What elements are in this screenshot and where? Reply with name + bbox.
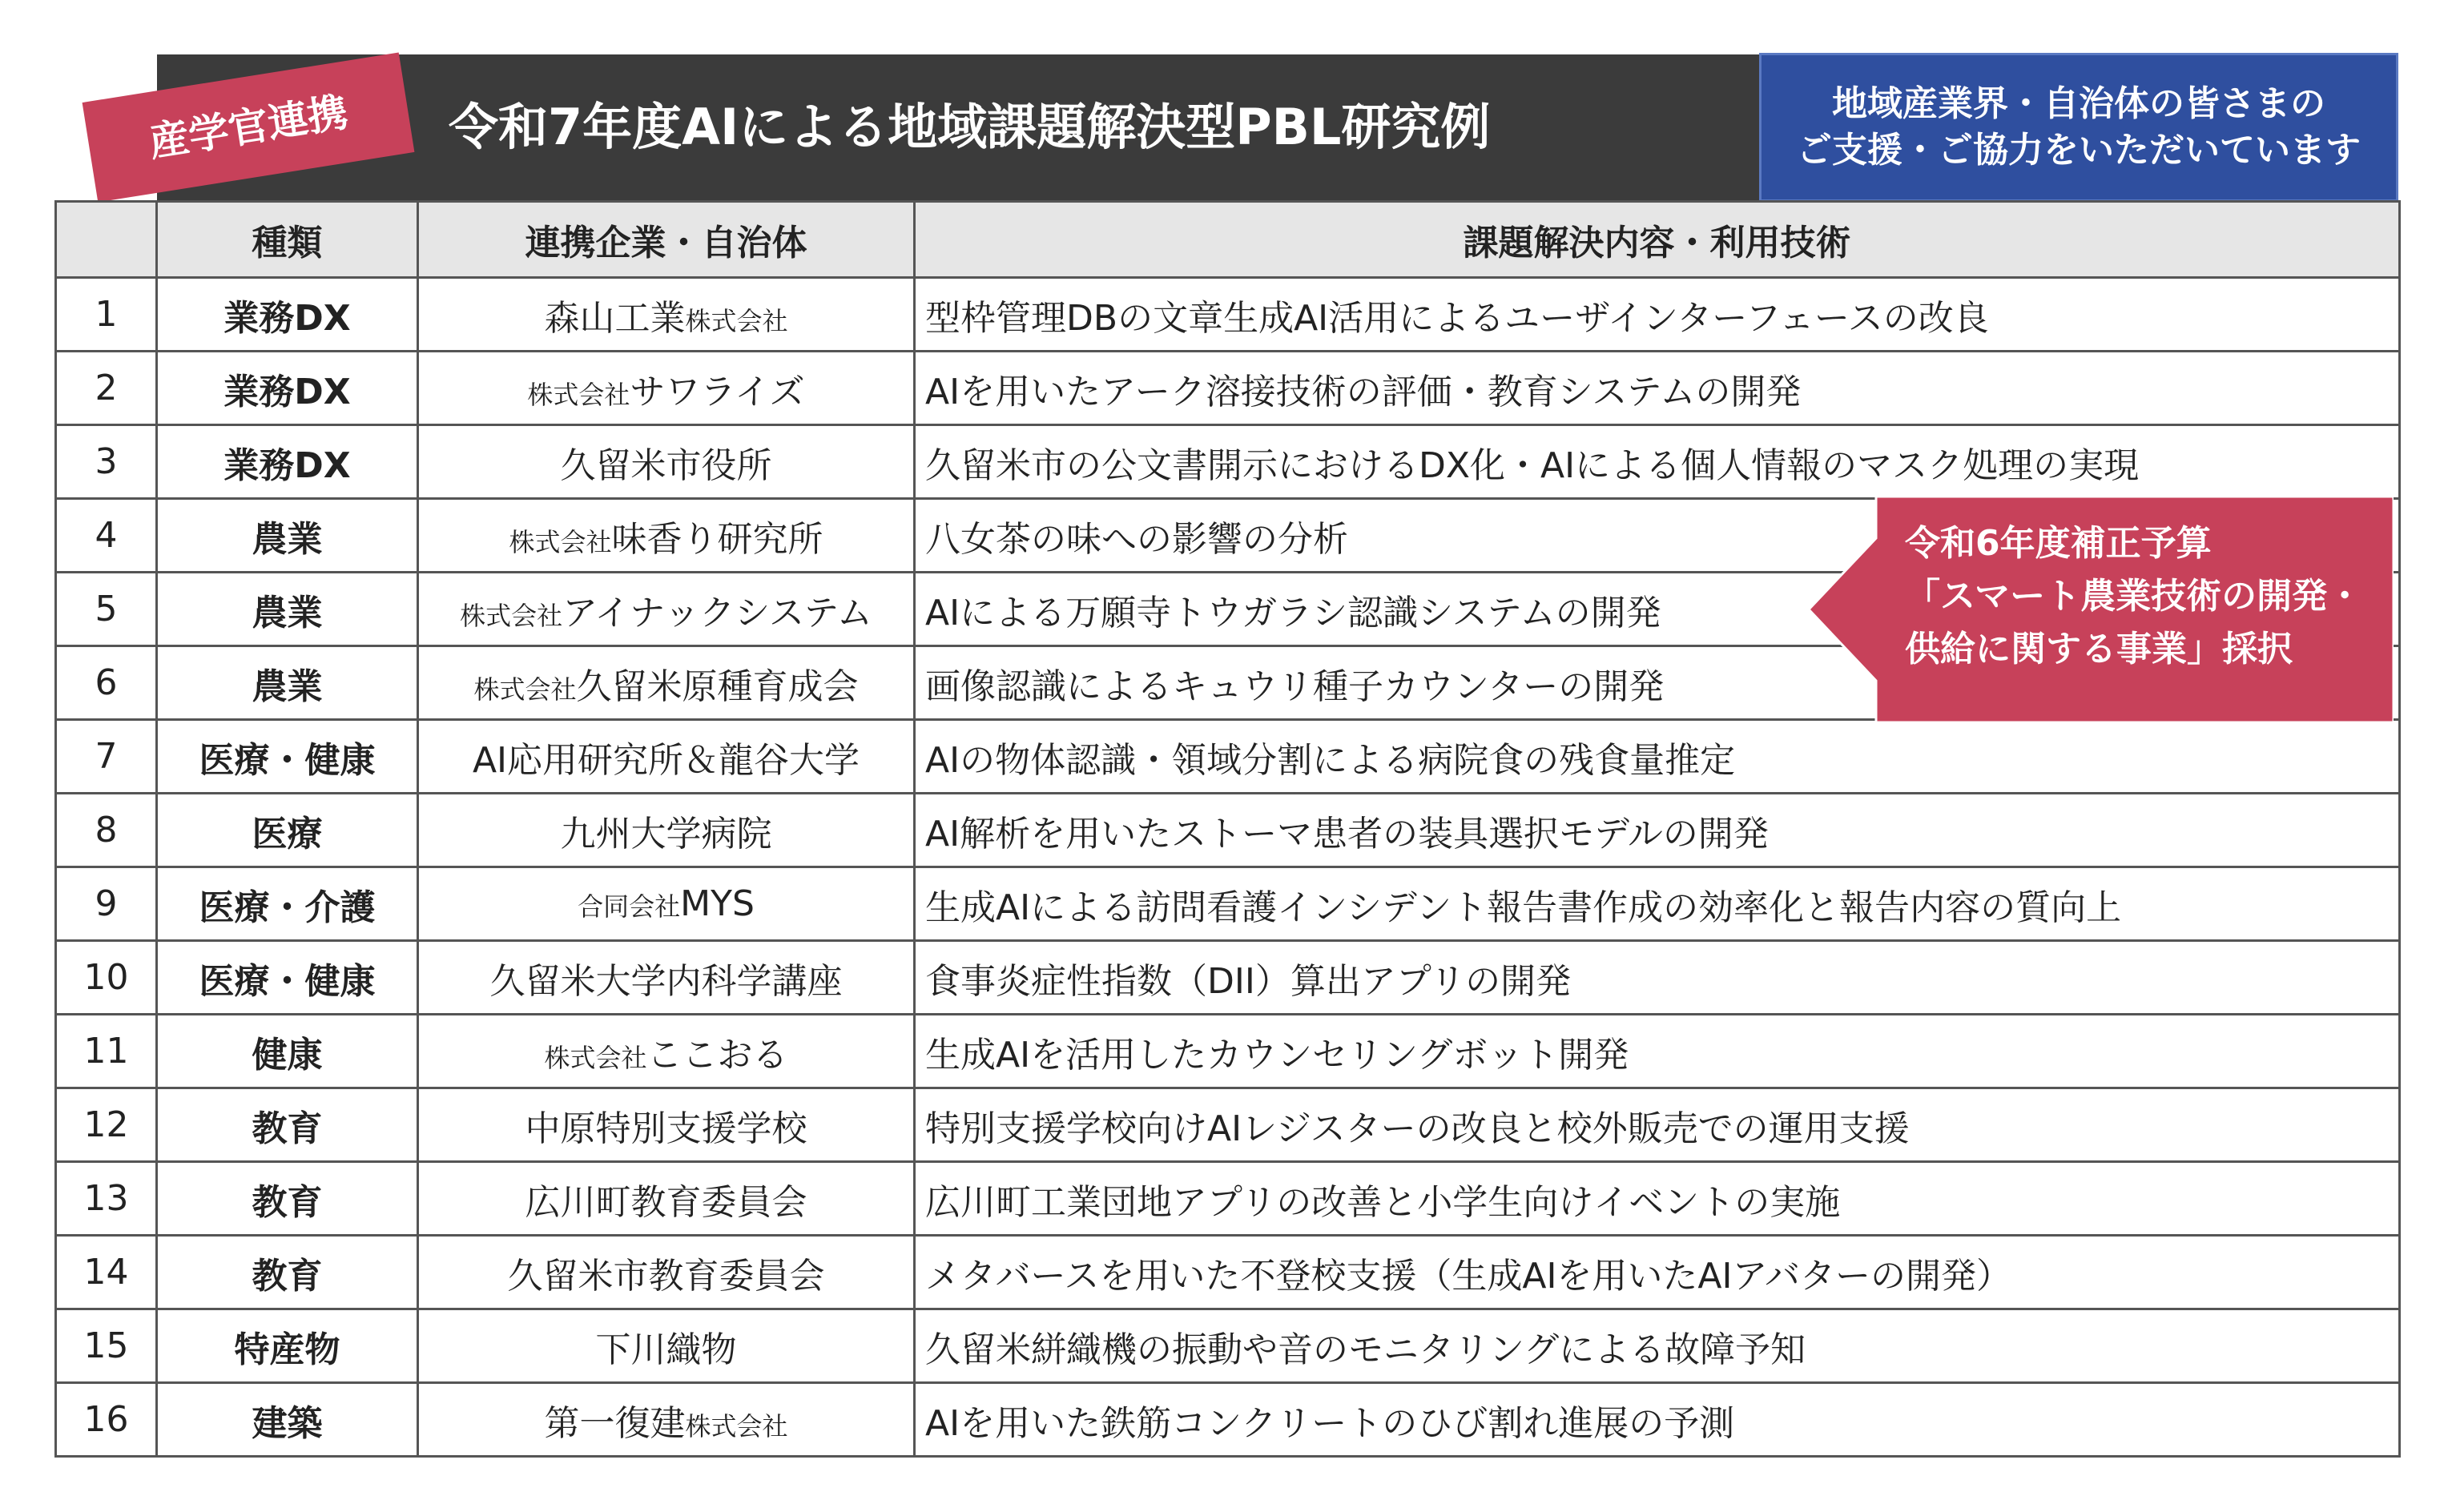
partner-name: AI応用研究所＆龍谷大学 (472, 739, 860, 781)
row-type: 医療 (157, 794, 418, 867)
callout-line-1: 令和6年度補正予算 (1905, 523, 2212, 564)
row-description: 生成AIによる訪問看護インシデント報告書作成の効率化と報告内容の質向上 (915, 867, 2400, 941)
row-type: 健康 (157, 1015, 418, 1088)
row-partner (418, 720, 915, 794)
row-description: AIによる万願寺トウガラシ認識システムの開発 (915, 573, 2400, 646)
header-number (56, 202, 157, 278)
row-number: 10 (56, 941, 157, 1015)
callout-text (1905, 517, 2386, 676)
table-row (56, 720, 2400, 794)
row-number: 3 (56, 425, 157, 499)
collaboration-badge: 産学官連携 (83, 52, 415, 202)
callout-line-3: 供給に関する事業」採択 (1905, 629, 2293, 670)
table-row (56, 1309, 2400, 1383)
row-type: 業務DX (157, 278, 418, 352)
table-row (56, 278, 2400, 352)
row-partner (418, 499, 915, 573)
row-description: 型枠管理DBの文章生成AI活用によるユーザインターフェースの改良 (915, 278, 2400, 352)
row-description: AIの物体認識・領域分割による病院食の残食量推定 (915, 720, 2400, 794)
table-row (56, 1015, 2400, 1088)
row-type: 教育 (157, 1162, 418, 1236)
row-type: 特産物 (157, 1309, 418, 1383)
row-partner (418, 425, 915, 499)
row-description: AI解析を用いたストーマ患者の装具選択モデルの開発 (915, 794, 2400, 867)
row-partner (418, 278, 915, 352)
partner-name: 久留米原種育成会 (576, 666, 859, 707)
row-type: 業務DX (157, 425, 418, 499)
row-type: 建築 (157, 1383, 418, 1457)
page-title: 令和7年度AIによる地域課題解決型PBL研究例 (449, 98, 1491, 156)
row-description: 久留米市の公文書開示におけるDX化・AIによる個人情報のマスク処理の実現 (915, 425, 2400, 499)
partner-name: 森山工業 (544, 297, 686, 339)
row-description: AIを用いたアーク溶接技術の評価・教育システムの開発 (915, 352, 2400, 425)
row-partner (418, 1015, 915, 1088)
partner-suffix: 株式会社 (685, 305, 788, 336)
row-partner (418, 1309, 915, 1383)
row-partner (418, 1236, 915, 1309)
row-description: 特別支援学校向けAIレジスターの改良と校外販売での運用支援 (915, 1088, 2400, 1162)
row-description: 八女茶の味への影響の分析 (915, 499, 2400, 573)
row-type: 業務DX (157, 352, 418, 425)
partner-prefix: 株式会社 (509, 526, 612, 557)
row-number: 6 (56, 646, 157, 720)
partner-prefix: 合同会社 (578, 891, 681, 922)
partner-name: 九州大学病院 (560, 813, 772, 855)
row-partner (418, 867, 915, 941)
row-number: 12 (56, 1088, 157, 1162)
partner-name: 味香り研究所 (611, 518, 823, 560)
row-description: メタバースを用いた不登校支援（生成AIを用いたAIアバターの開発） (915, 1236, 2400, 1309)
row-partner (418, 1162, 915, 1236)
row-description: 広川町工業団地アプリの改善と小学生向けイベントの実施 (915, 1162, 2400, 1236)
row-partner (418, 573, 915, 646)
partner-name: アイナックシステム (562, 592, 872, 633)
table-row (56, 425, 2400, 499)
row-partner (418, 1088, 915, 1162)
partner-name: 久留米大学内科学講座 (489, 960, 843, 1002)
row-description: 生成AIを活用したカウンセリングボット開発 (915, 1015, 2400, 1088)
row-description: 食事炎症性指数（DII）算出アプリの開発 (915, 941, 2400, 1015)
partner-name: MYS (680, 883, 755, 924)
table-row (56, 352, 2400, 425)
table-header-row (56, 202, 2400, 278)
row-description: 画像認識によるキュウリ種子カウンターの開発 (915, 646, 2400, 720)
subsidy-callout (1809, 497, 2394, 722)
header-description: 課題解決内容・利用技術 (915, 202, 2400, 278)
partner-name: サワライズ (630, 371, 805, 412)
row-type: 医療・健康 (157, 720, 418, 794)
row-type: 農業 (157, 573, 418, 646)
row-partner (418, 646, 915, 720)
table-row (56, 794, 2400, 867)
row-number: 14 (56, 1236, 157, 1309)
row-partner (418, 1383, 915, 1457)
row-number: 11 (56, 1015, 157, 1088)
partner-name: 久留米市教育委員会 (507, 1255, 825, 1297)
partner-name: 中原特別支援学校 (525, 1108, 807, 1149)
row-type: 農業 (157, 499, 418, 573)
partner-name: 下川織物 (595, 1329, 737, 1370)
row-number: 5 (56, 573, 157, 646)
partner-suffix: 株式会社 (685, 1410, 788, 1442)
table-row (56, 941, 2400, 1015)
row-number: 16 (56, 1383, 157, 1457)
row-description: 久留米絣織機の振動や音のモニタリングによる故障予知 (915, 1309, 2400, 1383)
partner-prefix: 株式会社 (527, 379, 630, 410)
partner-prefix: 株式会社 (473, 674, 577, 705)
partner-name: 第一復建 (544, 1402, 686, 1444)
partner-prefix: 株式会社 (544, 1042, 647, 1073)
row-type: 医療・介護 (157, 867, 418, 941)
row-partner (418, 352, 915, 425)
row-partner (418, 794, 915, 867)
row-number: 8 (56, 794, 157, 867)
row-number: 4 (56, 499, 157, 573)
row-number: 9 (56, 867, 157, 941)
partner-name: ここおる (646, 1034, 788, 1076)
support-line-1: 地域産業界・自治体の皆さまの (1832, 83, 2325, 124)
table-row (56, 1088, 2400, 1162)
support-banner (1759, 53, 2398, 202)
partner-prefix: 株式会社 (460, 600, 563, 631)
header-type: 種類 (157, 202, 418, 278)
row-partner (418, 941, 915, 1015)
table-row (56, 1383, 2400, 1457)
row-number: 2 (56, 352, 157, 425)
partner-name: 久留米市役所 (560, 444, 772, 486)
row-type: 医療・健康 (157, 941, 418, 1015)
header-partner: 連携企業・自治体 (418, 202, 915, 278)
row-type: 農業 (157, 646, 418, 720)
table-row (56, 1162, 2400, 1236)
row-type: 教育 (157, 1088, 418, 1162)
row-number: 7 (56, 720, 157, 794)
support-line-2: ご支援・ご協力をいただいています (1797, 130, 2361, 171)
row-number: 15 (56, 1309, 157, 1383)
row-type: 教育 (157, 1236, 418, 1309)
table-row (56, 1236, 2400, 1309)
table-row (56, 867, 2400, 941)
research-table (54, 200, 2401, 1458)
partner-name: 広川町教育委員会 (525, 1181, 807, 1223)
row-description: AIを用いた鉄筋コンクリートのひび割れ進展の予測 (915, 1383, 2400, 1457)
callout-line-2: 「スマート農業技術の開発・ (1905, 576, 2363, 617)
row-number: 1 (56, 278, 157, 352)
row-number: 13 (56, 1162, 157, 1236)
